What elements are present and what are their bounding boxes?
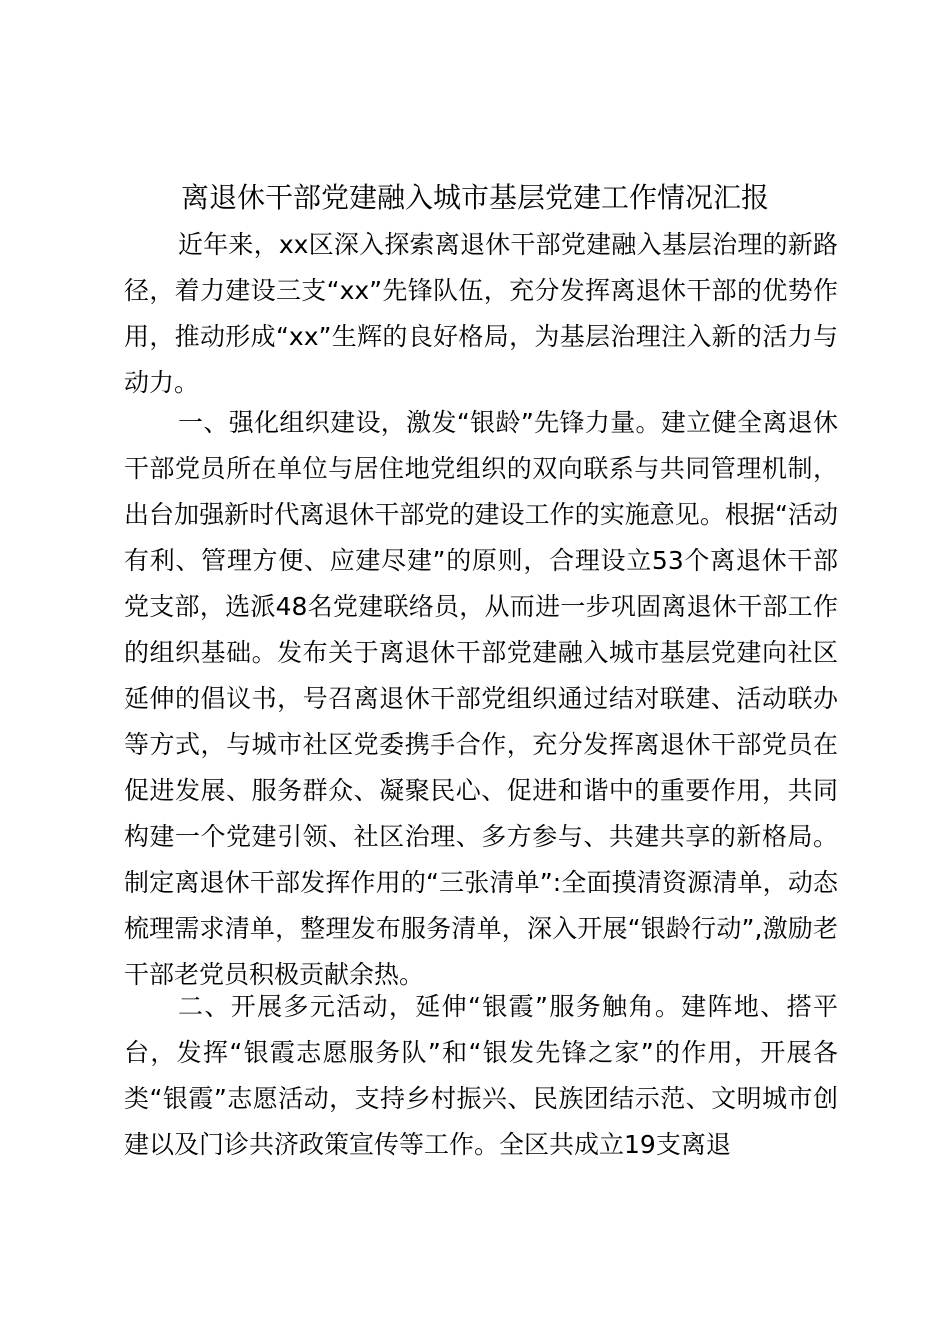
section-2-paragraph: 二、开展多元活动，延伸“银霞”服务触角。建阵地、搭平台，发挥“银霞志愿服务队”和“银发先锋之家”的作用，开展各类“银霞”志愿活动，支持乡村振兴、民族团结示范、文明城市创建以及门诊共济政策宣传等工作。全区共成立19支离退: [124, 992, 838, 1159]
section-1-paragraph: 一、强化组织建设，激发“银龄”先锋力量。建立健全离退休干部党员所在单位与居住地党组织的双向联系与共同管理机制，出台加强新时代离退休干部党的建设工作的实施意见。根据“活动有利、管理方便、应建尽建”的原则，合理设立53个离退休干部党支部，选派48名党建联络员，从而进一步巩固离退休干部工作的组织基础。发布关于离退休干部党建融入城市基层党建向社区延伸的倡议书，号召离退休干部党组织通过结对联建、活动联办等方式，与城市社区党委携手合作，充分发挥离退休干部党员在促进发展、服务群众、凝聚民心、促进和谐中的重要作用，共同构建一个党建引领、社区治理、多方参与、共建共享的新格局。制定离退休干部发挥作用的“三张清单”:全面摸清资源清单，动态梳理需求清单，整理发布服务清单，深入开展“银龄行动”,激励老干部老党员积极贡献余热。: [124, 408, 838, 989]
intro-paragraph: 近年来，xx区深入探索离退休干部党建融入基层治理的新路径，着力建设三支“xx”先锋队伍，充分发挥离退休干部的优势作用，推动形成“xx”生辉的良好格局，为基层治理注入新的活力与动力。: [124, 230, 838, 397]
document-title: 离退休干部党建融入城市基层党建工作情况汇报: [180, 181, 769, 214]
